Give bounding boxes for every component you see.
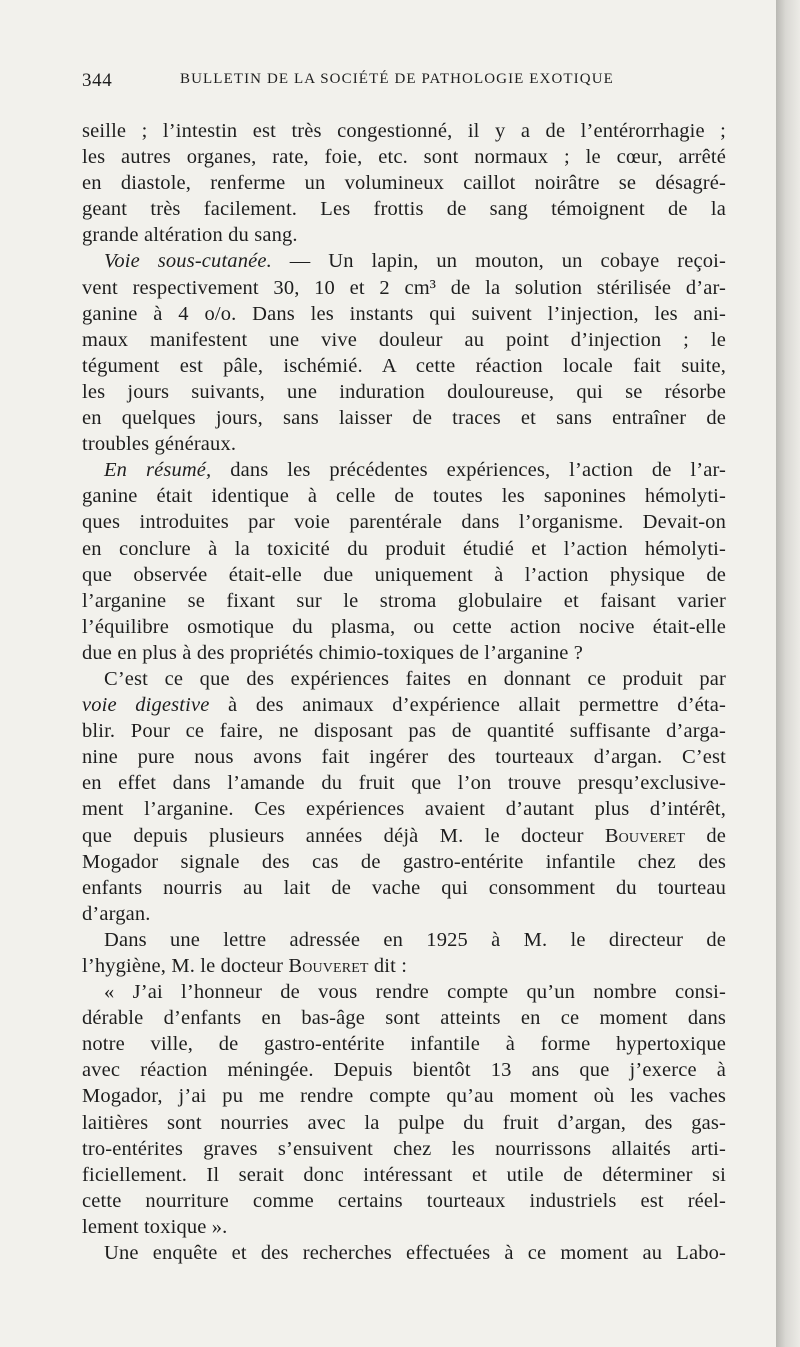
text-line: Une enquête et des recherches effectuées à ce moment au Labo- xyxy=(104,1242,726,1265)
paragraph xyxy=(82,666,726,927)
text-line: d’argan. xyxy=(82,902,151,925)
text-line: vent respectivement 30, 10 et 2 cm³ de la solution stérilisée d’ar- xyxy=(82,276,726,299)
text-line: cette nourriture comme certains tourteaux industriels est réel- xyxy=(82,1189,726,1212)
text-line xyxy=(82,248,726,274)
paragraph xyxy=(82,248,726,457)
text-line: laitières sont nourries avec la pulpe du fruit d’argan, des gas- xyxy=(82,1111,726,1134)
paragraph xyxy=(82,1240,726,1266)
text-line: troubles généraux. xyxy=(82,433,237,456)
text-line xyxy=(82,823,726,849)
text-line: dérable d’enfants en bas-âge sont atteints en ce moment dans xyxy=(82,1007,726,1030)
italic-lead: Voie sous-cutanée. xyxy=(104,250,272,273)
text-line: nine pure nous avons fait ingérer des tourteaux d’argan. C’est xyxy=(82,746,726,769)
text-line xyxy=(82,457,726,483)
text-line: Mogador signale des cas de gastro-entérite infantile chez des xyxy=(82,850,726,873)
text-line xyxy=(82,953,726,979)
text-run: dans les précédentes expériences, l’action de l’ar- xyxy=(211,459,727,482)
paragraph xyxy=(82,118,726,248)
page-edge-shadow xyxy=(776,0,800,1347)
text-line: avec réaction méningée. Depuis bientôt 13 ans que j’exerce à xyxy=(82,1059,726,1082)
text-line: ficiellement. Il serait donc intéressant et utile de déterminer si xyxy=(82,1163,726,1186)
text-line: blir. Pour ce faire, ne disposant pas de quantité suffisante d’arga- xyxy=(82,720,726,743)
italic-lead: En résumé, xyxy=(104,459,212,482)
running-title: BULLETIN DE LA SOCIÉTÉ DE PATHOLOGIE EXOTIQUE xyxy=(180,71,614,87)
text-line: ganine à 4 o/o. Dans les instants qui suivent l’injection, les ani- xyxy=(82,302,726,325)
text-line: ment l’arganine. Ces expériences avaient d’autant plus d’intérêt, xyxy=(82,798,726,821)
text-line: tégument est pâle, ischémié. A cette réaction locale fait suite, xyxy=(82,354,726,377)
text-line: due en plus à des propriétés chimio-toxiques de l’arganine ? xyxy=(82,641,584,664)
text-run: à des animaux d’expérience allait permettre d’éta- xyxy=(209,694,727,717)
text-run: de xyxy=(685,824,726,847)
text-line: les jours suivants, une induration douloureuse, qui se résorbe xyxy=(82,380,726,403)
text-line: l’équilibre osmotique du plasma, ou cette action nocive était-elle xyxy=(82,615,726,638)
text-line: « J’ai l’honneur de vous rendre compte qu’un nombre consi- xyxy=(104,981,726,1004)
paragraph xyxy=(82,927,726,979)
quote-paragraph xyxy=(82,979,726,1240)
body-text xyxy=(82,118,726,1266)
text-line: que observée était-elle due uniquement à l’action physique de xyxy=(82,563,726,586)
text-line: les autres organes, rate, foie, etc. sont normaux ; le cœur, arrêté xyxy=(82,146,726,169)
text-line: notre ville, de gastro-entérite infantile à forme hypertoxique xyxy=(82,1033,726,1056)
text-line: en quelques jours, sans laisser de traces et sans entraîner de xyxy=(82,407,726,430)
text-run: — Un lapin, un mouton, un cobaye reçoi- xyxy=(271,250,726,273)
author-name: Bouveret xyxy=(604,824,686,847)
text-line: C’est ce que des expériences faites en donnant ce produit par xyxy=(104,667,726,690)
text-line: enfants nourris au lait de vache qui consomment du tourteau xyxy=(82,876,726,899)
text-line: geant très facilement. Les frottis de sang témoignent de la xyxy=(82,198,726,221)
author-name: Bouveret xyxy=(288,955,369,977)
text-line: grande altération du sang. xyxy=(82,224,298,247)
text-line: l’arganine se fixant sur le stroma globulaire et faisant varier xyxy=(82,589,726,612)
page-header xyxy=(82,70,726,98)
text-line: en diastole, renferme un volumineux caillot noirâtre se désagré- xyxy=(82,172,726,195)
text-line: tro-entérites graves s’ensuivent chez les nourrissons allaités arti- xyxy=(82,1137,726,1160)
text-line: Dans une lettre adressée en 1925 à M. le directeur de xyxy=(104,928,726,951)
text-line: seille ; l’intestin est très congestionné, il y a de l’entérorrhagie ; xyxy=(82,120,726,142)
text-line: Mogador, j’ai pu me rendre compte qu’au moment où les vaches xyxy=(82,1085,726,1108)
text-run: dit : xyxy=(368,955,408,977)
text-line: en effet dans l’amande du fruit que l’on trouve presqu’exclusive- xyxy=(82,772,726,795)
paragraph xyxy=(82,457,726,666)
text-run: que depuis plusieurs années déjà M. le docteur xyxy=(82,824,605,847)
text-line xyxy=(82,692,726,718)
text-run: l’hygiène, M. le docteur xyxy=(82,955,289,977)
text-line: en conclure à la toxicité du produit étudié et l’action hémolyti- xyxy=(82,537,726,560)
text-line: maux manifestent une vive douleur au point d’injection ; le xyxy=(82,328,726,351)
text-line: ganine était identique à celle de toutes les saponines hémolyti- xyxy=(82,485,726,508)
text-line: lement toxique ». xyxy=(82,1215,228,1238)
page-number: 344 xyxy=(82,70,113,91)
italic-phrase: voie digestive xyxy=(82,694,210,717)
text-line: ques introduites par voie parentérale dans l’organisme. Devait-on xyxy=(82,511,726,534)
